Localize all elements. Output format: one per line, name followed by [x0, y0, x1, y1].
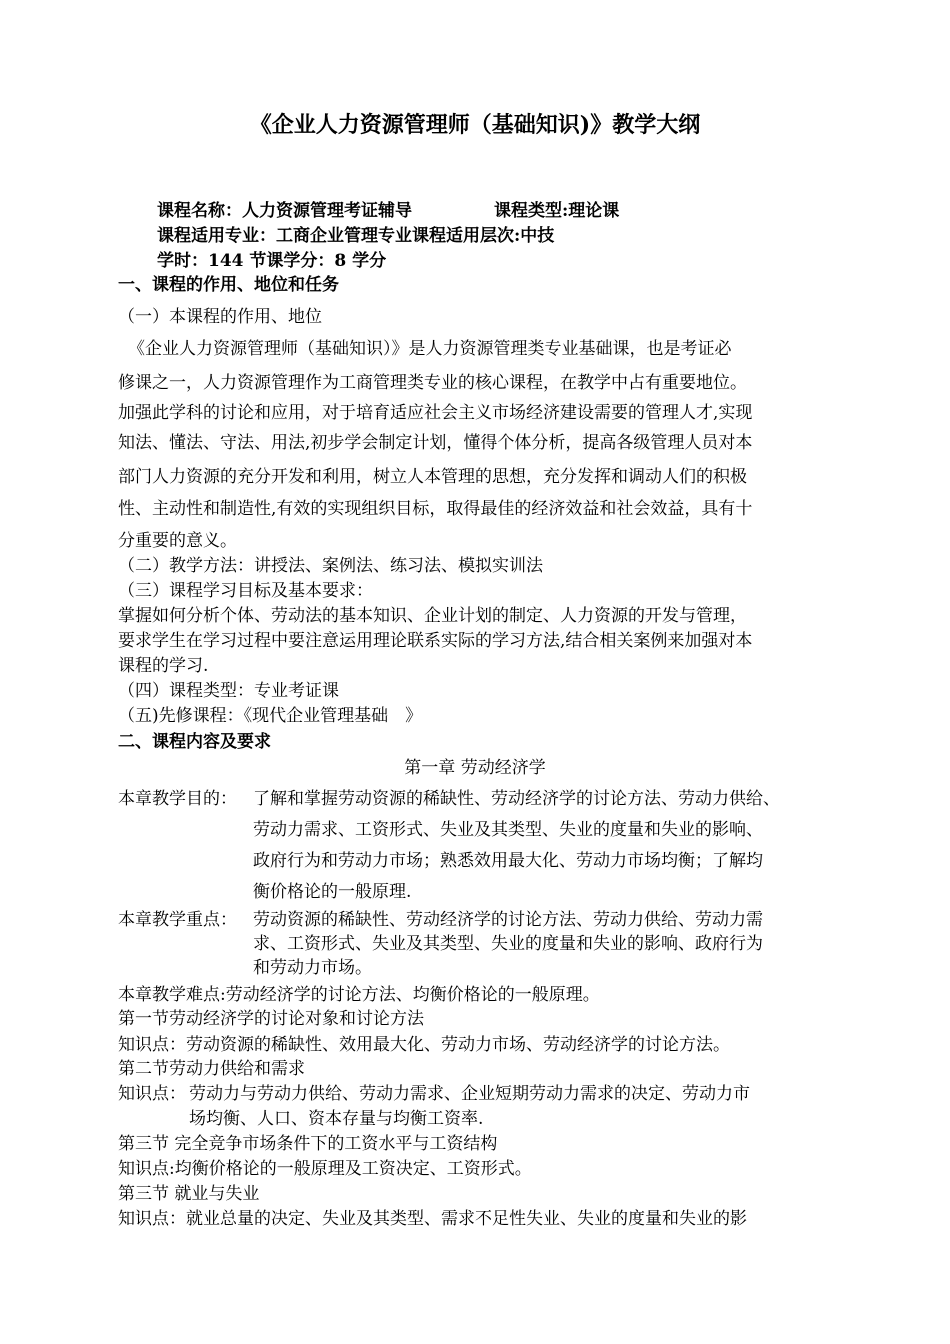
- goal-line: 掌握如何分析个体、劳动法的基本知识、企业计划的制定、人力资源的开发与管理，: [118, 606, 747, 626]
- course-name: 课程名称：人力资源管理考证辅导: [157, 201, 412, 221]
- para-line: 修课之一，人力资源管理作为工商管理类专业的核心课程，在教学中占有重要地位。: [118, 373, 747, 393]
- section-2-points-label: 知识点：: [118, 1084, 186, 1104]
- major-level: 课程适用专业：工商企业管理专业课程适用层次:中技: [157, 226, 555, 246]
- section-1-points: 知识点：劳动资源的稀缺性、效用最大化、劳动力市场、劳动经济学的讨论方法。: [118, 1035, 730, 1055]
- purpose-label: 本章教学目的：: [118, 789, 237, 809]
- document-title: 《企业人力资源管理师（基础知识)》教学大纲: [249, 112, 701, 138]
- goal-line: 课程的学习.: [118, 656, 209, 676]
- section-4-points: 知识点：就业总量的决定、失业及其类型、需求不足性失业、失业的度量和失业的影: [118, 1209, 747, 1229]
- meta-line-1: [157, 199, 619, 223]
- section-1-title: 第一节劳动经济学的讨论对象和讨论方法: [118, 1009, 424, 1029]
- subsection-4: （四）课程类型：专业考证课: [118, 681, 339, 701]
- section-1-heading: 一、课程的作用、地位和任务: [118, 275, 339, 295]
- section-4-title: 第三节 就业与失业: [118, 1184, 260, 1204]
- subsection-5: （五)先修课程：《现代企业管理基础 》: [118, 706, 423, 726]
- chapter-title: 第一章 劳动经济学: [404, 758, 546, 778]
- goal-line: 要求学生在学习过程中要注意运用理论联系实际的学习方法,结合相关案例来加强对本: [118, 631, 753, 651]
- para-line: 知法、懂法、守法、用法,初步学会制定计划，懂得个体分析，提高各级管理人员对本: [118, 433, 753, 453]
- focus-label: 本章教学重点：: [118, 910, 237, 930]
- section-2-points-line: 劳动力与劳动力供给、劳动力需求、企业短期劳动力需求的决定、劳动力市: [189, 1084, 750, 1104]
- difficulty: 本章教学难点:劳动经济学的讨论方法、均衡价格论的一般原理。: [118, 985, 600, 1005]
- focus-line: 求、工资形式、失业及其类型、失业的度量和失业的影响、政府行为: [253, 934, 763, 954]
- subsection-1: （一）本课程的作用、地位: [118, 307, 322, 327]
- hours-credits: 学时：144 节课学分：8 学分: [157, 251, 387, 271]
- purpose-line: 衡价格论的一般原理.: [253, 882, 412, 902]
- focus-line: 劳动资源的稀缺性、劳动经济学的讨论方法、劳动力供给、劳动力需: [253, 910, 763, 930]
- para-line: 分重要的意义。: [118, 531, 237, 551]
- section-3-points: 知识点:均衡价格论的一般原理及工资决定、工资形式。: [118, 1159, 532, 1179]
- section-2-title: 第二节劳动力供给和需求: [118, 1059, 305, 1079]
- purpose-line: 政府行为和劳动力市场；熟悉效用最大化、劳动力市场均衡；了解均: [253, 851, 763, 871]
- para-line: 部门人力资源的充分开发和利用，树立人本管理的思想，充分发挥和调动人们的积极: [118, 467, 747, 487]
- section-2-heading: 二、课程内容及要求: [118, 732, 271, 752]
- course-type: 课程类型:理论课: [494, 201, 620, 221]
- purpose-line: 劳动力需求、工资形式、失业及其类型、失业的度量和失业的影响、: [253, 820, 763, 840]
- focus-line: 和劳动力市场。: [253, 958, 372, 978]
- section-3-title: 第三节 完全竞争市场条件下的工资水平与工资结构: [118, 1134, 498, 1154]
- subsection-2: （二）教学方法：讲授法、案例法、练习法、模拟实训法: [118, 556, 543, 576]
- para-line: 《企业人力资源管理师（基础知识）》是人力资源管理类专业基础课，也是考证必: [128, 339, 732, 359]
- para-line: 性、主动性和制造性,有效的实现组织目标，取得最佳的经济效益和社会效益，具有十: [118, 499, 753, 519]
- para-line: 加强此学科的讨论和应用，对于培育适应社会主义市场经济建设需要的管理人才,实现: [118, 403, 753, 423]
- section-2-points-line: 场均衡、人口、资本存量与均衡工资率.: [189, 1109, 484, 1129]
- subsection-3: （三）课程学习目标及基本要求：: [118, 581, 373, 601]
- purpose-line: 了解和掌握劳动资源的稀缺性、劳动经济学的讨论方法、劳动力供给、: [253, 789, 780, 809]
